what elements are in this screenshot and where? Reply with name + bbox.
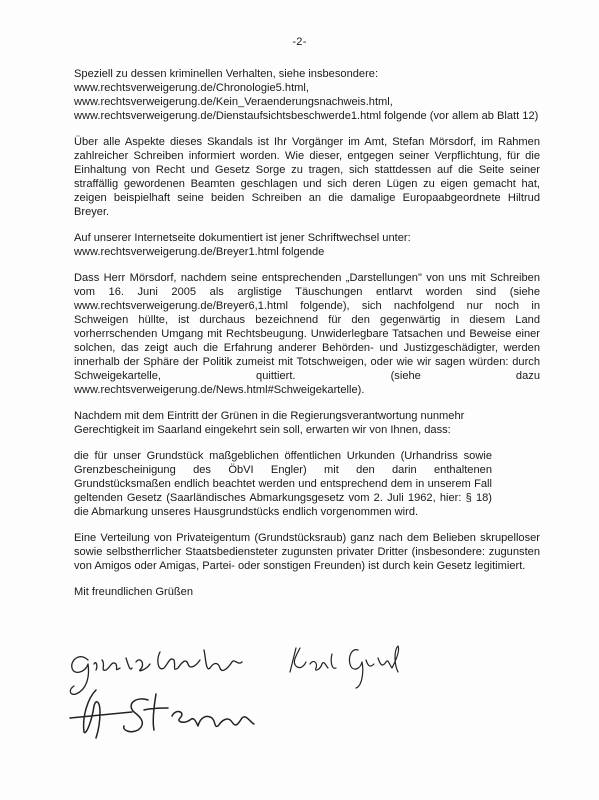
internet-line: Auf unserer Internetseite dokumentiert ist jener Schriftwechsel unter:	[74, 232, 411, 244]
expectation-line-1: Nachdem mit dem Eintritt der Grünen in die Regierungsverantwortung nunmehr	[74, 410, 465, 422]
indented-demand: die für unser Grundstück maßgeblichen öffentlichen Urkunden (Urhandriss sowie Grenzbescheinigung des ÖbVI Engler) mit den darin enthaltenen Grundstücksmaßen endlich beachtet werden und entsprechend dem in unserem Fall geltenden Gesetz (Saarländisches Abmarkungsgesetz vom 2. Juli 1962, hier: § 18) die Abmarkung unseres Hausgrundstücks endlich vorgenommen wird.	[74, 450, 492, 518]
page-number: -2-	[292, 36, 307, 48]
paragraph-expectation	[74, 409, 540, 437]
reference-link-veraenderungsnachweis: www.rechtsverweigerung.de/Kein_Veraenderungsnachweis.html,	[74, 96, 393, 108]
signature-karl	[290, 646, 399, 688]
paragraph-references	[74, 67, 540, 123]
breyer-link: www.rechtsverweigerung.de/Breyer1.html folgende	[74, 246, 325, 258]
paragraph-eigentum: Eine Verteilung von Privateigentum (Grundstücksraub) ganz nach dem Belieben skrupelloser sowie selbstherrlicher Staatsbediensteter zugunsten privater Dritter (insbesondere: zugunsten von Amigos oder Amigas, Partei- oder sonstigen Freunden) ist durch kein Gesetz legitimiert.	[74, 532, 540, 572]
paragraph-internet	[74, 231, 540, 259]
signature-gisela	[70, 650, 242, 694]
paragraph-moersdorf: Über alle Aspekte dieses Skandals ist Ihr Vorgänger im Amt, Stefan Mörsdorf, im Rahmen zahlreicher Schreiben informiert worden. Wie dieser, entgegen seiner Verpflichtung, für die Einhaltung von Recht und Gesetz Sorge zu tragen, sich stattdessen auf die Seite seiner straffällig gewordenen Beamten geschlagen und sich deren Lügen zu eigen gemacht hat, zeigen beispielhaft seine beiden Schreiben an die damalige Europaabgeordnete Hiltrud Breyer.	[74, 136, 540, 218]
paragraph-schweigen: Dass Herr Mörsdorf, nachdem seine entsprechenden „Darstellungen" von uns mit Schreiben vom 16. Juni 2005 als arglistige Täuschungen entlarvt worden sind (siehe www.rechtsverweigerung.de/Breyer6,1.html folgende), sich nachfolgend nur noch in Schweigen hüllte, ist durchaus bezeichnend für den gegenwärtig in diesem Land vorherrschenden Umgang mit Rechtsbeugung. Unwiderlegbare Tatsachen und Beweise einer solchen, das zeigt auch die Erfahrung anderer Behörden- und Justizgeschädigter, werden innerhalb der Sphäre der Politik zumeist mit Totschweigen, oder wie wir sagen würden: durch Schweigekartelle, quittiert. (siehe dazu www.rechtsverweigerung.de/News.html#Schweigekartelle).	[74, 272, 540, 396]
letter-body	[74, 67, 540, 611]
expectation-line-2: Gerechtigkeit im Saarland eingekehrt sein soll, erwarten wir von Ihnen, dass:	[74, 424, 451, 436]
reference-link-dienstaufsichtsbeschwerde: www.rechtsverweigerung.de/Dienstaufsichtsbeschwerde1.html folgende (vor allem ab Blatt 12)	[74, 110, 539, 122]
reference-link-chronologie: www.rechtsverweigerung.de/Chronologie5.html,	[74, 82, 309, 94]
closing-greeting: Mit freundlichen Grüßen	[74, 586, 194, 598]
references-intro: Speziell zu dessen kriminellen Verhalten, siehe insbesondere:	[74, 68, 379, 80]
signature-stern	[70, 690, 254, 738]
